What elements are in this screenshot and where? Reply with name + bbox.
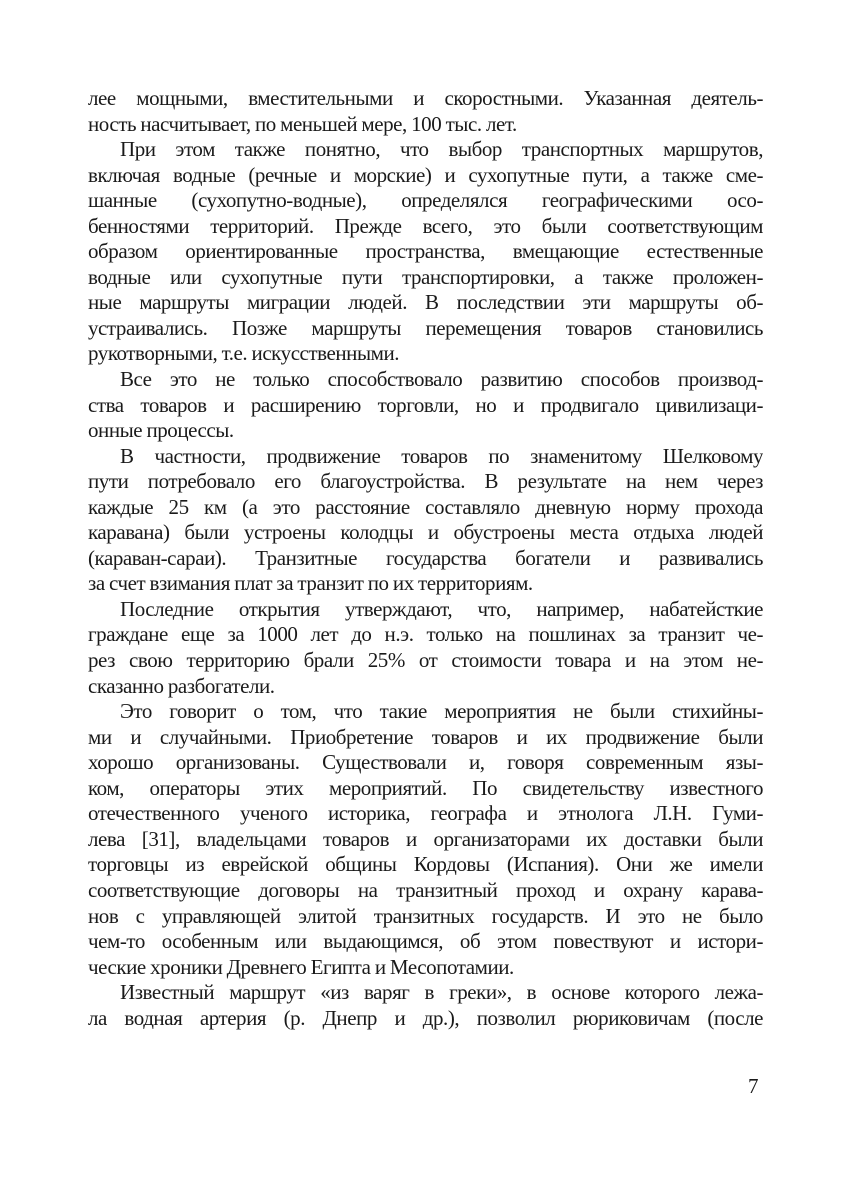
text-line: лева [31], владельцами товаров и организаторами их доставки были <box>88 826 763 851</box>
text-line: отечественного ученого историка, географа и этнолога Л.Н. Гуми- <box>88 801 763 826</box>
text-line: торговцы из еврейской общины Кордовы (Испания). Они же имели <box>88 852 763 877</box>
text-line: ла водная артерия (р. Днепр и др.), позволил рюриковичам (после <box>88 1005 763 1030</box>
text-line: онные процессы. <box>88 418 234 443</box>
text-line: ность насчитывает, по меньшей мере, 100 тыс. лет. <box>88 111 517 136</box>
text-line: Известный маршрут «из варяг в греки», в основе которого лежа- <box>120 980 763 1005</box>
text-line: В частности, продвижение товаров по знаменитому Шелковому <box>120 443 763 468</box>
text-line: граждане еще за 1000 лет до н.э. только на пошлинах за транзит че- <box>88 622 763 647</box>
text-line: включая водные (речные и морские) и сухопутные пути, а также сме- <box>88 162 763 187</box>
text-line: Это говорит о том, что такие мероприятия не были стихийны- <box>120 699 763 724</box>
text-line: (караван-сараи). Транзитные государства богатели и развивались <box>88 545 763 570</box>
text-line: шанные (сухопутно-водные), определялся географическими осо- <box>88 188 763 213</box>
text-line: устраивались. Позже маршруты перемещения товаров становились <box>88 315 763 340</box>
text-line: образом ориентированные пространства, вмещающие естественные <box>88 239 763 264</box>
text-line: соответствующие договоры на транзитный проход и охрану карава- <box>88 877 763 902</box>
paragraph <box>88 699 763 980</box>
paragraph <box>88 597 763 699</box>
text-line: водные или сухопутные пути транспортировки, а также проложен- <box>88 264 763 289</box>
paragraph <box>88 444 763 597</box>
body-text <box>88 86 763 1031</box>
text-line: ком, операторы этих мероприятий. По свидетельству известного <box>88 775 763 800</box>
text-line: рукотворными, т.е. искусственными. <box>88 341 400 366</box>
text-line: При этом также понятно, что выбор транспортных маршрутов, <box>120 137 763 162</box>
text-line: нов с управляющей элитой транзитных государств. И это не было <box>88 903 763 928</box>
text-line: чем-то особенным или выдающимся, об этом повествуют и истори- <box>88 929 763 954</box>
paragraph <box>88 367 763 444</box>
text-line: хорошо организованы. Существовали и, говоря современным язы- <box>88 750 763 775</box>
text-line: ные маршруты миграции людей. В последствии эти маршруты об- <box>88 290 763 315</box>
paragraph <box>88 137 763 367</box>
text-line: каравана) были устроены колодцы и обустроены места отдыха людей <box>88 520 763 545</box>
text-line: лее мощными, вместительными и скоростными. Указанная деятель- <box>88 86 763 110</box>
paragraph <box>88 86 763 137</box>
text-line: бенностями территорий. Прежде всего, это были соответствующим <box>88 213 763 238</box>
text-line: каждые 25 км (а это расстояние составляло дневную норму прохода <box>88 494 763 519</box>
text-line: пути потребовало его благоустройства. В результате на нем через <box>88 469 763 494</box>
page-number: 7 <box>748 1074 759 1098</box>
text-line: ства товаров и расширению торговли, но и продвигало цивилизаци- <box>88 392 763 417</box>
paragraph <box>88 980 763 1031</box>
text-line: за счет взимания плат за транзит по их территориям. <box>88 571 533 596</box>
text-line: сказанно разбогатели. <box>88 673 275 698</box>
text-line: рез свою территорию брали 25% от стоимости товара и на этом не- <box>88 648 763 673</box>
text-line: Последние открытия утверждают, что, например, набатейсткие <box>120 596 763 621</box>
text-line: Все это не только способствовало развитию способов производ- <box>120 367 763 392</box>
text-line: ческие хроники Древнего Египта и Месопотамии. <box>88 954 514 979</box>
text-line: ми и случайными. Приобретение товаров и их продвижение были <box>88 724 763 749</box>
